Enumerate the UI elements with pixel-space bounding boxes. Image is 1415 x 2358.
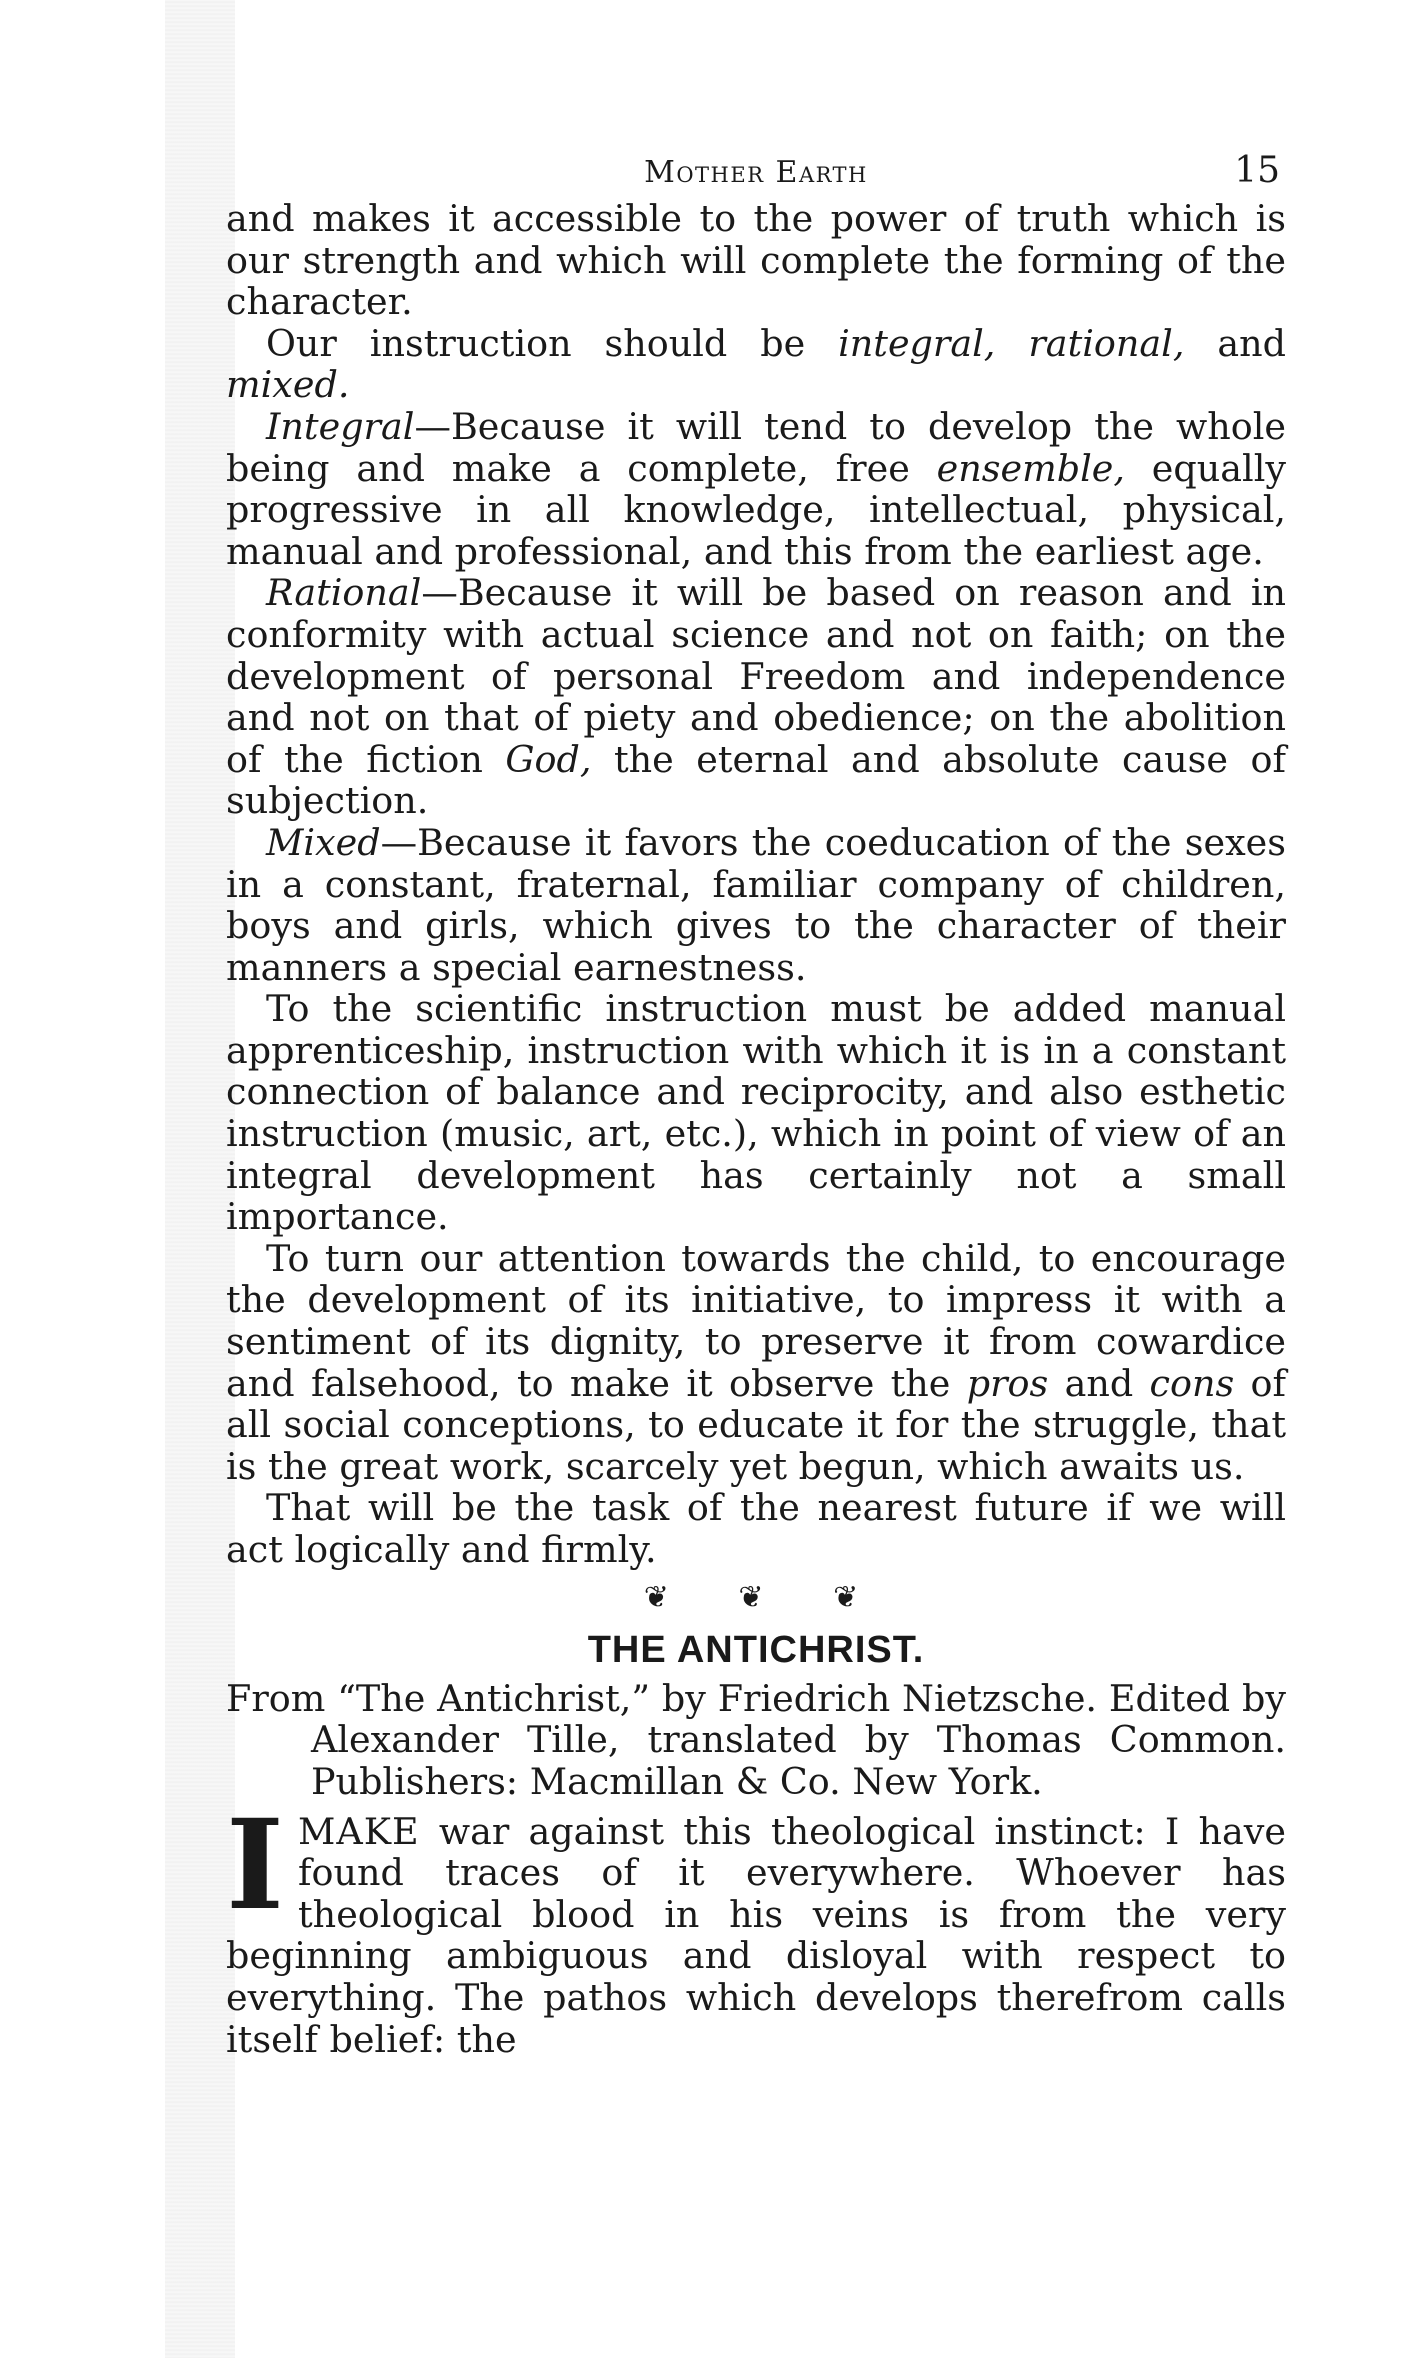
article-title: THE ANTICHRIST. [587, 1629, 925, 1672]
drop-cap: I [226, 1792, 285, 1938]
book-page [226, 150, 1286, 2060]
paragraph-7: To turn our attention towards the child, to encourage the development of its initiative, to impress it with a sentiment of its dignity, to preserve it from cowardice and falsehood, to make it observe the pros and cons of all social conceptions, to educate it for the struggle, that is the great work, scarcely yet begun, which awaits us. [226, 1236, 1286, 1488]
paragraph-6: To the scientific instruction must be added manual apprenticeship, instruction with which it is in a constant connection of balance and reciprocity, and also esthetic instruction (music, art, etc.), which in point of view of an integral development has certainly not a small importance. [226, 987, 1286, 1239]
paragraph-mixed: Mixed—Because it favors the coeducation of the sexes in a constant, fraternal, familiar company of children, boys and girls, which gives to the character of their manners a special earnestness. [226, 820, 1286, 989]
article-source-note: From “The Antichrist,” by Friedrich Nietzsche. Edited by Alexander Tille, translated by Thomas Common. Publishers: Macmillan & Co. New York. [226, 1676, 1286, 1803]
page-number: 15 [1234, 150, 1280, 191]
running-title: Mother Earth [644, 155, 868, 190]
term-mixed: Mixed [266, 820, 381, 864]
running-header [226, 150, 1286, 198]
paragraph-2: Our instruction should be integral, rational, and mixed. [226, 321, 1286, 407]
page-gutter-shadow [165, 0, 235, 2358]
paragraph-8: That will be the task of the nearest future if we will act logically and firmly. [226, 1486, 1286, 1571]
paragraph-rational: Rational—Because it will be based on reason and in conformity with actual science and not on faith; on the development of personal Freedom and independence and not on that of piety and obedience; on the abolition of the fiction God, the eternal and absolute cause of subjection. [226, 571, 1286, 823]
article-opening-paragraph: IMAKE war against this theological instinct: I have found traces of it everywhere. Whoever has theological blood in his veins is from the very beginning ambiguous and disloyal with respect to everything. The pathos which develops therefrom calls itself belief: the [226, 1792, 1286, 2061]
term-rational: Rational [266, 571, 422, 615]
section-ornament: ❦ ❦ ❦ [643, 1579, 889, 1615]
paragraph-1: and makes it accessible to the power of truth which is our strength and which will complete the forming of the character. [226, 197, 1286, 324]
paragraph-integral: Integral—Because it will tend to develop the whole being and make a complete, free ensemble, equally progressive in all knowledge, intellectual, physical, manual and professional, and this from the earliest age. [226, 404, 1286, 573]
term-integral: Integral [266, 404, 415, 448]
